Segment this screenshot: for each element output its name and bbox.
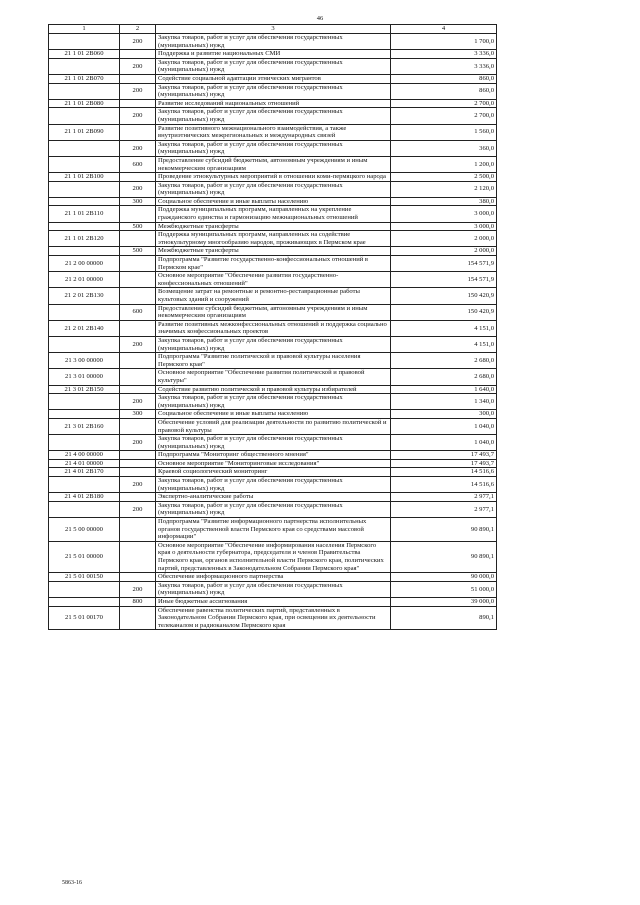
row-expense-type: 500: [120, 222, 156, 231]
row-name: Социальное обеспечение и иные выплаты населению: [156, 197, 391, 206]
row-expense-type: 200: [120, 581, 156, 597]
row-expense-type: 200: [120, 83, 156, 99]
row-code: 21 1 01 2В070: [49, 74, 120, 83]
table-row: [49, 459, 497, 468]
row-amount: 1 200,0: [391, 156, 497, 172]
row-name: Возмещение затрат на ремонтные и ремонтно-реставрационные работы культовых зданий и сооружений: [156, 288, 391, 304]
row-code: [49, 501, 120, 517]
row-amount: 380,0: [391, 197, 497, 206]
row-code: [49, 156, 120, 172]
row-code: 21 1 01 2В110: [49, 206, 120, 222]
row-expense-type: [120, 385, 156, 394]
table-row: [49, 410, 497, 419]
row-code: 21 5 01 00000: [49, 541, 120, 572]
row-code: [49, 410, 120, 419]
row-expense-type: 200: [120, 394, 156, 410]
row-amount: 2 000,0: [391, 247, 497, 256]
row-code: 21 5 01 00170: [49, 606, 120, 630]
row-amount: 154 571,9: [391, 256, 497, 272]
row-name: Основное мероприятие "Мониторинговые исследования": [156, 459, 391, 468]
row-expense-type: 600: [120, 304, 156, 320]
table-row: [49, 541, 497, 572]
row-amount: 360,0: [391, 140, 497, 156]
row-code: [49, 477, 120, 493]
row-name: Социальное обеспечение и иные выплаты населению: [156, 410, 391, 419]
row-expense-type: 200: [120, 181, 156, 197]
row-name: Развитие исследований национальных отношений: [156, 99, 391, 108]
table-row: [49, 99, 497, 108]
row-expense-type: [120, 173, 156, 182]
table-row: [49, 74, 497, 83]
row-code: [49, 336, 120, 352]
row-code: 21 1 01 2В120: [49, 231, 120, 247]
row-amount: 1 340,0: [391, 394, 497, 410]
row-expense-type: [120, 124, 156, 140]
row-amount: 2 700,0: [391, 108, 497, 124]
table-row: [49, 197, 497, 206]
table-row: [49, 369, 497, 385]
table-header-row: [49, 25, 497, 34]
row-name: Обеспечение информационного партнерства: [156, 573, 391, 582]
row-name: Проведение этнокультурных мероприятий в отношении коми-пермяцкого народа: [156, 173, 391, 182]
table-row: [49, 58, 497, 74]
table-row: [49, 50, 497, 59]
row-amount: 2 977,1: [391, 493, 497, 502]
row-name: Межбюджетные трансферты: [156, 247, 391, 256]
table-row: [49, 477, 497, 493]
row-expense-type: [120, 256, 156, 272]
row-code: 21 2 00 00000: [49, 256, 120, 272]
row-amount: 2 680,0: [391, 353, 497, 369]
table-row: [49, 247, 497, 256]
row-amount: 2 120,0: [391, 181, 497, 197]
row-name: Предоставление субсидий бюджетным, автономным учреждениям и иным некоммерческим организациям: [156, 156, 391, 172]
row-amount: 1 040,0: [391, 435, 497, 451]
header-col-4: 4: [391, 25, 497, 34]
row-name: Основное мероприятие "Обеспечение развития государственно-конфессиональных отношений": [156, 272, 391, 288]
row-amount: 14 516,6: [391, 468, 497, 477]
row-code: 21 2 01 2В140: [49, 320, 120, 336]
table-row: [49, 518, 497, 542]
row-code: 21 5 00 00000: [49, 518, 120, 542]
row-name: Закупка товаров, работ и услуг для обеспечения государственных (муниципальных) нужд: [156, 581, 391, 597]
row-code: [49, 83, 120, 99]
row-code: 21 3 01 00000: [49, 369, 120, 385]
table-row: [49, 156, 497, 172]
row-amount: 4 151,0: [391, 320, 497, 336]
row-name: Подпрограмма "Развитие информационного партнерства исполнительных органов государственной власти Пермского края со средствами массовой информации": [156, 518, 391, 542]
row-name: Обеспечение условий для реализации деятельности по развитию политической и правовой культуры: [156, 418, 391, 434]
row-amount: 3 000,0: [391, 206, 497, 222]
row-expense-type: [120, 231, 156, 247]
row-amount: 1 700,0: [391, 34, 497, 50]
table-row: [49, 34, 497, 50]
row-expense-type: 200: [120, 501, 156, 517]
table-row: [49, 83, 497, 99]
row-name: Закупка товаров, работ и услуг для обеспечения государственных (муниципальных) нужд: [156, 140, 391, 156]
row-code: 21 1 01 2В100: [49, 173, 120, 182]
row-expense-type: 200: [120, 108, 156, 124]
row-expense-type: 200: [120, 140, 156, 156]
row-amount: 300,0: [391, 410, 497, 419]
row-amount: 4 151,0: [391, 336, 497, 352]
row-amount: 2 000,0: [391, 231, 497, 247]
row-name: Подпрограмма "Мониторинг общественного мнения": [156, 451, 391, 460]
row-amount: 2 977,1: [391, 501, 497, 517]
row-name: Закупка товаров, работ и услуг для обеспечения государственных (муниципальных) нужд: [156, 181, 391, 197]
row-amount: 39 000,0: [391, 597, 497, 606]
row-amount: 890,1: [391, 606, 497, 630]
row-name: Развитие позитивного межнационального взаимодействия, а также внутриэтнических межрегиональных и международных связей: [156, 124, 391, 140]
row-amount: 17 493,7: [391, 459, 497, 468]
row-code: [49, 304, 120, 320]
row-code: [49, 197, 120, 206]
row-expense-type: [120, 272, 156, 288]
row-name: Краевой социологический мониторинг: [156, 468, 391, 477]
row-expense-type: [120, 468, 156, 477]
row-code: [49, 34, 120, 50]
table-row: [49, 606, 497, 630]
row-code: 21 4 01 2В180: [49, 493, 120, 502]
header-col-1: 1: [49, 25, 120, 34]
table-row: [49, 206, 497, 222]
row-code: 21 1 01 2В060: [49, 50, 120, 59]
row-expense-type: 800: [120, 597, 156, 606]
row-name: Закупка товаров, работ и услуг для обеспечения государственных (муниципальных) нужд: [156, 83, 391, 99]
table-row: [49, 501, 497, 517]
row-name: Поддержка муниципальных программ, направленных на содействие этнокультурному многообразию народов, проживающих в Пермском крае: [156, 231, 391, 247]
table-row: [49, 468, 497, 477]
row-code: [49, 222, 120, 231]
table-row: [49, 394, 497, 410]
budget-table: [48, 24, 497, 630]
table-row: [49, 451, 497, 460]
row-name: Поддержка муниципальных программ, направленных на укрепление гражданского единства и гармонизацию межнациональных отношений: [156, 206, 391, 222]
row-amount: 150 420,9: [391, 288, 497, 304]
row-expense-type: 200: [120, 34, 156, 50]
row-amount: 1 040,0: [391, 418, 497, 434]
table-row: [49, 493, 497, 502]
row-name: Закупка товаров, работ и услуг для обеспечения государственных (муниципальных) нужд: [156, 477, 391, 493]
row-name: Закупка товаров, работ и услуг для обеспечения государственных (муниципальных) нужд: [156, 501, 391, 517]
row-expense-type: 600: [120, 156, 156, 172]
row-code: 21 3 01 2В150: [49, 385, 120, 394]
row-name: Закупка товаров, работ и услуг для обеспечения государственных (муниципальных) нужд: [156, 435, 391, 451]
table-row: [49, 385, 497, 394]
table-row: [49, 435, 497, 451]
table-row: [49, 304, 497, 320]
row-amount: 860,0: [391, 74, 497, 83]
table-row: [49, 336, 497, 352]
table-row: [49, 418, 497, 434]
row-expense-type: 200: [120, 336, 156, 352]
table-row: [49, 353, 497, 369]
table-row: [49, 581, 497, 597]
table-row: [49, 108, 497, 124]
row-expense-type: [120, 541, 156, 572]
table-row: [49, 173, 497, 182]
table-row: [49, 256, 497, 272]
row-expense-type: [120, 50, 156, 59]
row-code: 21 4 01 2В170: [49, 468, 120, 477]
row-code: 21 1 01 2В090: [49, 124, 120, 140]
header-col-2: 2: [120, 25, 156, 34]
row-code: 21 3 01 2В160: [49, 418, 120, 434]
table-row: [49, 231, 497, 247]
row-expense-type: [120, 573, 156, 582]
table-row: [49, 222, 497, 231]
row-amount: 860,0: [391, 83, 497, 99]
row-amount: 2 500,0: [391, 173, 497, 182]
row-amount: 17 493,7: [391, 451, 497, 460]
row-amount: 2 680,0: [391, 369, 497, 385]
row-expense-type: [120, 369, 156, 385]
row-amount: 3 336,0: [391, 50, 497, 59]
row-amount: 14 516,6: [391, 477, 497, 493]
row-code: [49, 140, 120, 156]
row-name: Основное мероприятие "Обеспечение информирования населения Пермского края о деятельности губернатора, председателя и членов Правительства Пермского края, органов исполнительной власти Пермского края, политических партий, представленных в Законодательном Собрании Пермского края": [156, 541, 391, 572]
row-name: Закупка товаров, работ и услуг для обеспечения государственных (муниципальных) нужд: [156, 34, 391, 50]
row-name: Основное мероприятие "Обеспечение развития политической и правовой культуры": [156, 369, 391, 385]
row-name: Подпрограмма "Развитие политической и правовой культуры населения Пермского края": [156, 353, 391, 369]
row-expense-type: 200: [120, 58, 156, 74]
row-name: Обеспечение равенства политических партий, представленных в Законодательном Собрании Пермского края, при освещении их деятельности телеканалом и радиоканалом Пермского края: [156, 606, 391, 630]
table-row: [49, 272, 497, 288]
row-expense-type: [120, 320, 156, 336]
row-code: [49, 394, 120, 410]
row-amount: 90 000,0: [391, 573, 497, 582]
row-amount: 154 571,9: [391, 272, 497, 288]
row-code: 21 1 01 2В080: [49, 99, 120, 108]
row-expense-type: [120, 606, 156, 630]
table-row: [49, 288, 497, 304]
row-expense-type: [120, 459, 156, 468]
row-code: 21 5 01 00150: [49, 573, 120, 582]
row-amount: 51 000,0: [391, 581, 497, 597]
row-expense-type: [120, 288, 156, 304]
page-number: 46: [316, 15, 324, 22]
row-code: [49, 181, 120, 197]
table-row: [49, 124, 497, 140]
row-expense-type: 200: [120, 435, 156, 451]
footer-code: 5863-16: [62, 880, 82, 886]
row-amount: 3 000,0: [391, 222, 497, 231]
row-expense-type: [120, 418, 156, 434]
row-expense-type: [120, 353, 156, 369]
row-expense-type: 300: [120, 410, 156, 419]
row-name: Экспертно-аналитические работы: [156, 493, 391, 502]
row-expense-type: 200: [120, 477, 156, 493]
row-amount: 2 700,0: [391, 99, 497, 108]
header-col-3: 3: [156, 25, 391, 34]
row-amount: 90 890,1: [391, 541, 497, 572]
row-code: [49, 108, 120, 124]
row-expense-type: [120, 99, 156, 108]
row-code: [49, 581, 120, 597]
table-row: [49, 573, 497, 582]
table-row: [49, 320, 497, 336]
row-amount: 90 890,1: [391, 518, 497, 542]
row-amount: 1 640,0: [391, 385, 497, 394]
row-amount: 1 560,0: [391, 124, 497, 140]
row-expense-type: 300: [120, 197, 156, 206]
row-expense-type: [120, 518, 156, 542]
row-code: 21 3 00 00000: [49, 353, 120, 369]
row-expense-type: [120, 206, 156, 222]
row-code: 21 2 01 00000: [49, 272, 120, 288]
table-row: [49, 597, 497, 606]
row-name: Содействие социальной адаптации этнических мигрантов: [156, 74, 391, 83]
row-name: Закупка товаров, работ и услуг для обеспечения государственных (муниципальных) нужд: [156, 108, 391, 124]
row-expense-type: [120, 493, 156, 502]
row-amount: 150 420,9: [391, 304, 497, 320]
row-name: Закупка товаров, работ и услуг для обеспечения государственных (муниципальных) нужд: [156, 394, 391, 410]
row-expense-type: 500: [120, 247, 156, 256]
row-amount: 3 336,0: [391, 58, 497, 74]
row-name: Содействие развитию политической и правовой культуры избирателей: [156, 385, 391, 394]
row-code: 21 2 01 2В130: [49, 288, 120, 304]
row-code: 21 4 01 00000: [49, 459, 120, 468]
row-name: Межбюджетные трансферты: [156, 222, 391, 231]
row-expense-type: [120, 451, 156, 460]
row-code: [49, 597, 120, 606]
table-row: [49, 140, 497, 156]
row-name: Подпрограмма "Развитие государственно-конфессиональных отношений в Пермском крае": [156, 256, 391, 272]
row-name: Иные бюджетные ассигнования: [156, 597, 391, 606]
row-code: 21 4 00 00000: [49, 451, 120, 460]
row-name: Закупка товаров, работ и услуг для обеспечения государственных (муниципальных) нужд: [156, 58, 391, 74]
row-code: [49, 247, 120, 256]
row-name: Предоставление субсидий бюджетным, автономным учреждениям и иным некоммерческим организациям: [156, 304, 391, 320]
row-name: Развитие позитивных межконфессиональных отношений и поддержка социально значимых конфессиональных проектов: [156, 320, 391, 336]
row-code: [49, 435, 120, 451]
row-code: [49, 58, 120, 74]
table-row: [49, 181, 497, 197]
row-expense-type: [120, 74, 156, 83]
row-name: Закупка товаров, работ и услуг для обеспечения государственных (муниципальных) нужд: [156, 336, 391, 352]
row-name: Поддержка и развитие национальных СМИ: [156, 50, 391, 59]
